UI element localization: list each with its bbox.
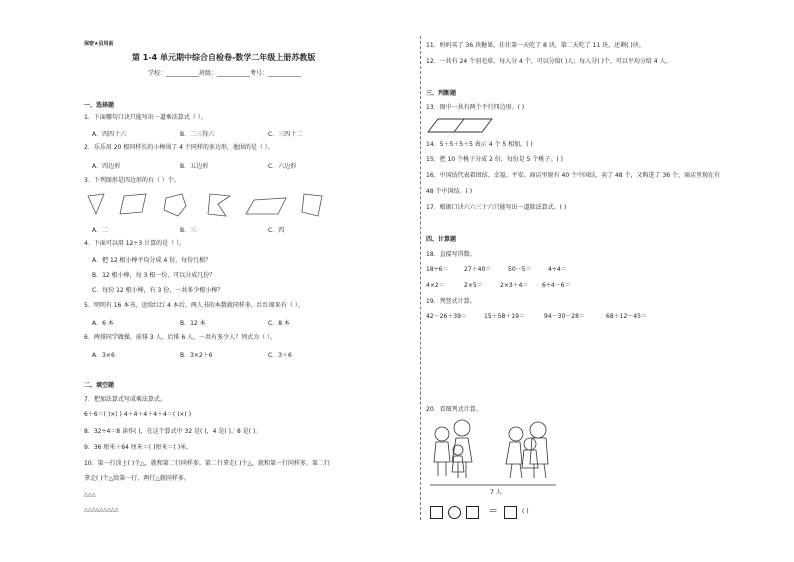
- question-13: 13．图中一共有两个平行四边形。( ): [426, 104, 525, 111]
- q6-option-c: C．3＋6: [268, 352, 292, 359]
- section-choice-heading: 一、选择题: [84, 102, 115, 109]
- calc-19-4: 68＋12－45＝: [606, 313, 647, 320]
- q6-option-a: A．3×6: [92, 352, 115, 359]
- question-11: 11．妈妈买了 36 块糖果，佳佳第一天吃了 8 块，第二天吃了 11 块，还剩( )块。: [426, 42, 645, 49]
- question-7: 7．把加法算式写成乘法算式。: [84, 396, 166, 403]
- calc-18-5: 4×2＝: [426, 282, 445, 289]
- q5-option-b: B．12 本: [180, 320, 206, 327]
- q4-option-c: C．每份 12 根小棒，有 3 份，一共多少根小棒？: [92, 287, 224, 294]
- children-illustration: [430, 418, 558, 482]
- q3-option-c: C．四: [268, 227, 285, 234]
- q3-option-b: B．三: [180, 227, 197, 234]
- polygon-figures: [86, 192, 326, 218]
- question-12: 12．一共有 24 个羽毛球，每人分 4 个，可以分给( )人；每人分( )个，可以平均分给 4 人。: [426, 58, 672, 65]
- q4-option-a: A．把 12 根小棒平均分成 4 份，每份几根？: [92, 257, 212, 264]
- section-judge-heading: 三、判断题: [426, 90, 457, 97]
- equals-sign: ＝: [488, 506, 498, 517]
- calc-18-1: 18÷6＝: [426, 266, 449, 273]
- question-14: 14．5＋5＋5＋5 表示 4 个 5 相加。( ): [426, 141, 533, 148]
- question-7-items: 6＋6＝( )×( ) 4＋4＋4＋4＋4＝( )×( ): [84, 411, 192, 418]
- question-10: 10．第一行涂上( )个△，就和第二行同样多。第二行拿走( )个△，就和第一行同样多。第二行: [84, 460, 331, 467]
- q2-option-a: A．四边形: [92, 163, 121, 170]
- shape-6: [302, 194, 322, 216]
- q4-option-b: B．12 根小棒，每 3 根一份，可以分成几份？: [92, 272, 216, 279]
- question-6: 6．两排同学做操，前排 3 人，后排 6 人，一共有多少人？列式为（ ）。: [84, 334, 276, 341]
- shape-2: [120, 194, 146, 214]
- calc-18-7: 2×3＋4＝: [500, 282, 529, 289]
- question-16: 16．中国结代表着团结、幸福、平安。商店里原有 40 个中国结，卖了 48 个，又购进了 36 个，商店里现在有: [426, 172, 720, 179]
- question-2: 2．乐乐用 20 根同样长的小棒围了 4 个同样的多边形，他围的是（ ）。: [84, 144, 274, 151]
- question-8: 8．32÷4＝8 读作( )，在这个算式中 32 是( )，4 是( )，8 是( )。: [84, 428, 262, 435]
- q3-option-a: A．二: [92, 227, 109, 234]
- calc-18-4: 4÷4＝: [548, 266, 567, 273]
- q1-option-b: B．二三得六: [180, 131, 215, 138]
- answer-box-1[interactable]: [430, 506, 443, 519]
- shape-1: [88, 194, 104, 214]
- q6-option-b: B．3×2＋6: [180, 352, 213, 359]
- page-title: 第 1-4 单元期中综合自检卷-数学二年级上册苏教版: [132, 53, 316, 62]
- question-19: 19．列竖式计算。: [426, 298, 476, 305]
- q2-option-b: B．五边形: [180, 163, 209, 170]
- q5-option-a: A．6 本: [92, 320, 114, 327]
- question-10-cont: 拿走( )个△给第一行，两行△就同样多。: [84, 475, 190, 482]
- calc-19-1: 42－26＋39＝: [426, 313, 467, 320]
- question-17: 17．根据口诀六六三十六只能写出一道除法算式。( ): [426, 204, 567, 211]
- q1-option-c: C．三四十二: [268, 131, 303, 138]
- answer-box-2[interactable]: [466, 506, 479, 519]
- calc-19-2: 15＋58＋19＝: [484, 313, 525, 320]
- student-info-line: 学校：___________班级：___________考号：___________: [148, 70, 302, 77]
- section-fill-heading: 二、填空题: [84, 382, 115, 389]
- calc-18-6: 2×5＝: [464, 282, 483, 289]
- parallelogram-figure: [428, 118, 494, 134]
- shape-3: [164, 194, 186, 216]
- calc-18-2: 27＋40＝: [464, 266, 492, 273]
- question-5: 5．明明有 16 本书，送给红红 4 本后，两人书的本数就同样多，红红原来有（ ）。: [84, 302, 304, 309]
- calc-18-8: 6÷4－6＝: [542, 282, 571, 289]
- question-16-cont: 48 个中国结。( ): [426, 188, 473, 195]
- shape-4: [208, 194, 230, 216]
- q5-option-c: C．8 本: [268, 320, 290, 327]
- question-4: 4．下面可以用 12÷3 计算的是（ ）。: [84, 240, 186, 247]
- triangle-row-1: △△△: [84, 492, 96, 498]
- q1-option-a: A．四四十六: [92, 131, 127, 138]
- column-divider: [420, 36, 421, 520]
- question-3: 3．下列图形是四边形的有（ ）个。: [84, 177, 180, 184]
- calc-18-3: 50－5＝: [508, 266, 532, 273]
- section-calc-heading: 四、计算题: [426, 236, 457, 243]
- question-20: 20．看图列式计算。: [426, 406, 482, 413]
- secret-label: 保密★启用前: [84, 41, 114, 47]
- people-count-label: 7 人: [490, 489, 502, 496]
- q2-option-c: C．六边形: [268, 163, 297, 170]
- triangle-row-2: △△△△△△△△△: [84, 507, 119, 513]
- operator-circle-1[interactable]: [448, 506, 461, 519]
- shape-5: [246, 198, 286, 214]
- question-18: 18．直接写得数。: [426, 251, 476, 258]
- unit-paren: ( ): [522, 508, 529, 515]
- question-1: 1．下面哪句口诀只能写出一道乘法算式（ ）。: [84, 114, 207, 121]
- question-15: 15．把 10 个桃子分成 2 份，每份是 5 个桃子。( ): [426, 156, 563, 163]
- calc-19-3: 94－30－28＝: [544, 313, 585, 320]
- answer-box-3[interactable]: [504, 506, 517, 519]
- question-9: 9．36 厘米＋64 厘米＝( )厘米＝( )米。: [84, 444, 193, 451]
